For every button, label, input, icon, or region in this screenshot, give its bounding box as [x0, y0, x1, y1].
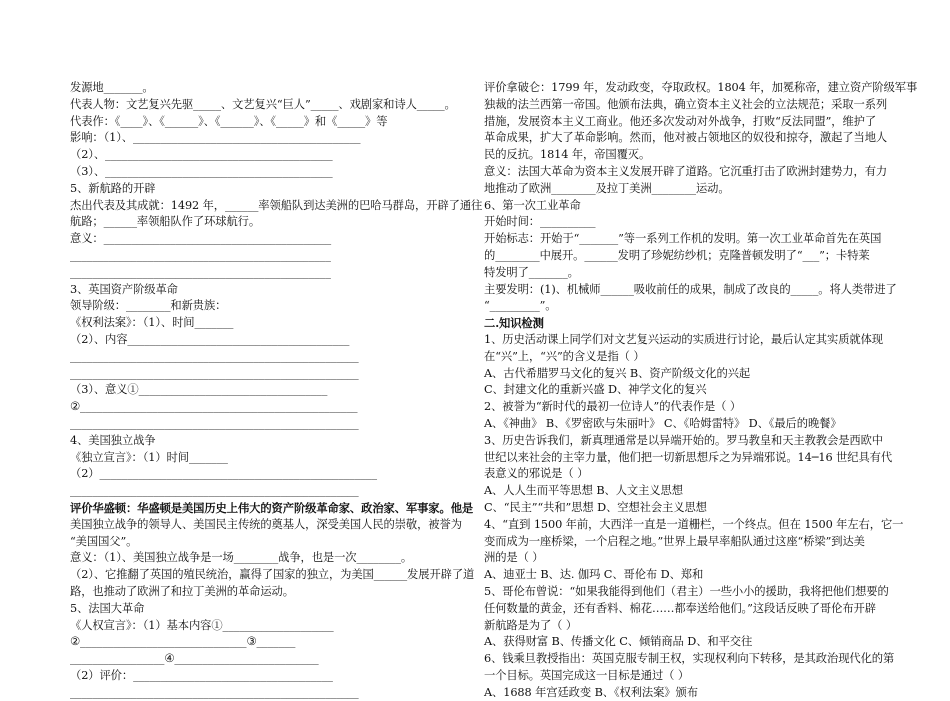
- blank-line: ____________________________________________________: [70, 349, 359, 363]
- answer-options: A、迪亚士 B、达. 伽玛 C、哥伦布 D、郑和: [484, 568, 704, 582]
- answer-options: A、1688 年宫廷政变 B、《权利法案》颁布: [484, 685, 698, 699]
- blank-line: _______________________________________________: [70, 248, 331, 262]
- text-line: 独裁的法兰西第一帝国。他颁布法典，确立资本主义社会的立法规范；采取一系列: [484, 97, 888, 111]
- question-6: 6、钱乘旦教授指出：英国克服专制王权，实现权利向下转移，是其政治现代化的第: [484, 652, 895, 666]
- answer-options: A、古代希腊罗马文化的复兴 B、资产阶级文化的兴起: [484, 366, 751, 380]
- blank-line: ____________________________________________________: [70, 685, 359, 699]
- text-line: 《独立宣言》：（1）时间_______: [70, 450, 228, 464]
- blank-line: ____________________________________________________: [70, 484, 359, 498]
- section-heading: 5、新航路的开辟: [70, 181, 156, 195]
- answer-options: C、封建文化的重新兴盛 D、神学文化的复兴: [484, 383, 707, 397]
- text-line: 变而成为一座桥梁，一个启程之地。”世界上最早率船队通过这座“桥梁”到达美: [484, 534, 865, 548]
- text-line: 新航路是为了（ ）: [484, 618, 578, 632]
- text-line: （3）、_________________________________________: [70, 164, 333, 178]
- text-line: 世纪以来社会的主宰力量，他们把一切新思想斥之为异端邪说。14─16 世纪具有代: [484, 450, 893, 464]
- text-line: 影响：（1）、_________________________________________: [70, 131, 361, 145]
- text-line: 主要发明：(1)、机械师______吸收前任的成果，制成了改良的_____。将人类带进了: [484, 282, 897, 296]
- text-line: 开始时间：__________: [484, 215, 596, 229]
- text-line: （2）、_________________________________________: [70, 148, 333, 162]
- text-line: 的________中展开。______发明了珍妮纺纱机；克隆普顿发明了“___”；卡特莱: [484, 248, 870, 262]
- text-line: 领导阶级：________和新贵族：: [70, 299, 227, 313]
- question-4: 4、“直到 1500 年前，大西洋一直是一道栅栏，一个终点。但在 1500 年左右，它一: [484, 517, 904, 531]
- section-heading: 二.知识检测: [484, 316, 544, 331]
- text-line: 杰出代表及其成就：1492 年，______率领船队到达美洲的巴哈马群岛，开辟了通往: [70, 198, 483, 212]
- blank-line: ____________________________________________________: [70, 366, 359, 380]
- text-line: 美国独立战争的领导人、美国民主传统的奠基人，深受美国人民的崇敬，被誉为: [70, 517, 462, 531]
- section-heading: 4、美国独立战争: [70, 433, 156, 447]
- text-line: （2）评价：____________________________________: [70, 668, 333, 682]
- text-line: 意义：法国大革命为资本主义发展开辟了道路。它沉重打击了欧洲封建势力，有力: [484, 164, 888, 178]
- text-line: 措施，发展资本主义工商业。他还多次发动对外战争，打败“反法同盟”，维护了: [484, 114, 877, 128]
- text-line: 民的反抗。1814 年，帝国覆灭。: [484, 148, 651, 162]
- left-column: [70, 80, 483, 701]
- text-line: 一个目标。英国完成这一目标是通过（ ）: [484, 668, 690, 682]
- question-1: 1、历史活动课上同学们对文艺复兴运动的实质进行讨论，最后认定其实质就体现: [484, 332, 883, 346]
- text-line: 代表作：《____》、《______》、《______》、《_____》和《_____》等: [70, 114, 388, 128]
- blank-line: ____________________________________________________: [70, 416, 359, 430]
- text-line: 意义：（1）、美国独立战争是一场________战争，也是一次________。: [70, 551, 413, 565]
- question-5: 5、哥伦布曾说：“如果我能得到他们（君主）一些小小的援助，我将把他们想要的: [484, 584, 889, 598]
- text-line: （3）、意义①__________________________________: [70, 383, 328, 397]
- answer-options: C、“民主”“共和”思想 D、空想社会主义思想: [484, 500, 707, 514]
- text-line: 路，也推动了欧洲了和拉丁美洲的革命运动。: [70, 584, 294, 598]
- text-line: 在“兴”上，“兴”的含义是指（ ）: [484, 349, 645, 363]
- text-line: （2）、它推翻了英国的殖民统治，赢得了国家的独立，为美国______发展开辟了道: [70, 568, 475, 582]
- section-heading: 5、法国大革命: [70, 601, 145, 615]
- text-line: _________________④__________________________: [70, 652, 319, 666]
- napoleon-evaluation: 评价拿破仑：1799 年，发动政变，夺取政权。1804 年，加冕称帝，建立资产阶级军事: [484, 81, 918, 94]
- text-line: “_________”。: [484, 299, 557, 313]
- washington-evaluation: 评价华盛顿：华盛顿是美国历史上伟大的资产阶级革命家、政治家、军事家。他是: [70, 500, 474, 515]
- text-line: 革命成果，扩大了革命影响。然而，他对被占领地区的奴役和掠夺，激起了当地人: [484, 131, 888, 145]
- text-line: 开始标志：开始于“_______”等一系列工作机的发明。第一次工业革命首先在英国: [484, 232, 882, 246]
- text-line: 表意义的邪说是（ ）: [484, 467, 589, 481]
- text-line: （2）__________________________________________________: [70, 467, 377, 481]
- text-line: ②______________________________③_______: [70, 635, 296, 649]
- text-line: 地推动了欧洲________及拉丁美洲________运动。: [484, 181, 730, 195]
- text-line: 发源地_______。: [70, 81, 154, 94]
- text-line: 洲的是（ ）: [484, 551, 544, 565]
- text-line: 《人权宣言》：（1）基本内容①____________________: [70, 618, 334, 632]
- text-line: （2）、内容________________________________________: [70, 332, 350, 346]
- answer-options: A、获得财富 B、传播文化 C、倾销商品 D、和平交往: [484, 635, 753, 649]
- question-2: 2、被誉为“新时代的最初一位诗人”的代表作是（ ）: [484, 400, 742, 414]
- right-column: [484, 80, 918, 701]
- blank-line: _______________________________________________: [70, 265, 331, 279]
- text-line: 《权利法案》：（1）、时间_______: [70, 316, 234, 330]
- text-line: 代表人物：文艺复兴先驱_____、文艺复兴“巨人”_____、戏剧家和诗人_____。: [70, 97, 456, 111]
- answer-options: A、人人生而平等思想 B、人文主义思想: [484, 484, 683, 498]
- text-line: 航路；______率领船队作了环球航行。: [70, 215, 261, 229]
- text-line: 意义：_________________________________________: [70, 232, 332, 246]
- section-heading: 3、英国资产阶级革命: [70, 282, 178, 296]
- section-heading: 6、第一次工业革命: [484, 198, 581, 212]
- question-3: 3、历史告诉我们，新真理通常是以异端开始的。罗马教皇和天主教教会是西欧中: [484, 433, 883, 447]
- text-line: ②__________________________________________________: [70, 400, 358, 414]
- answer-options: A、《神曲》 B、《罗密欧与朱丽叶》 C、《哈姆雷特》 D、《最后的晚餐》: [484, 416, 842, 430]
- text-line: 特发明了_______。: [484, 265, 579, 279]
- text-line: “美国国父”。: [70, 534, 138, 548]
- text-line: 任何数量的黄金，还有香料、棉花……都奉送给他们。”这段话反映了哥伦布开辟: [484, 601, 876, 615]
